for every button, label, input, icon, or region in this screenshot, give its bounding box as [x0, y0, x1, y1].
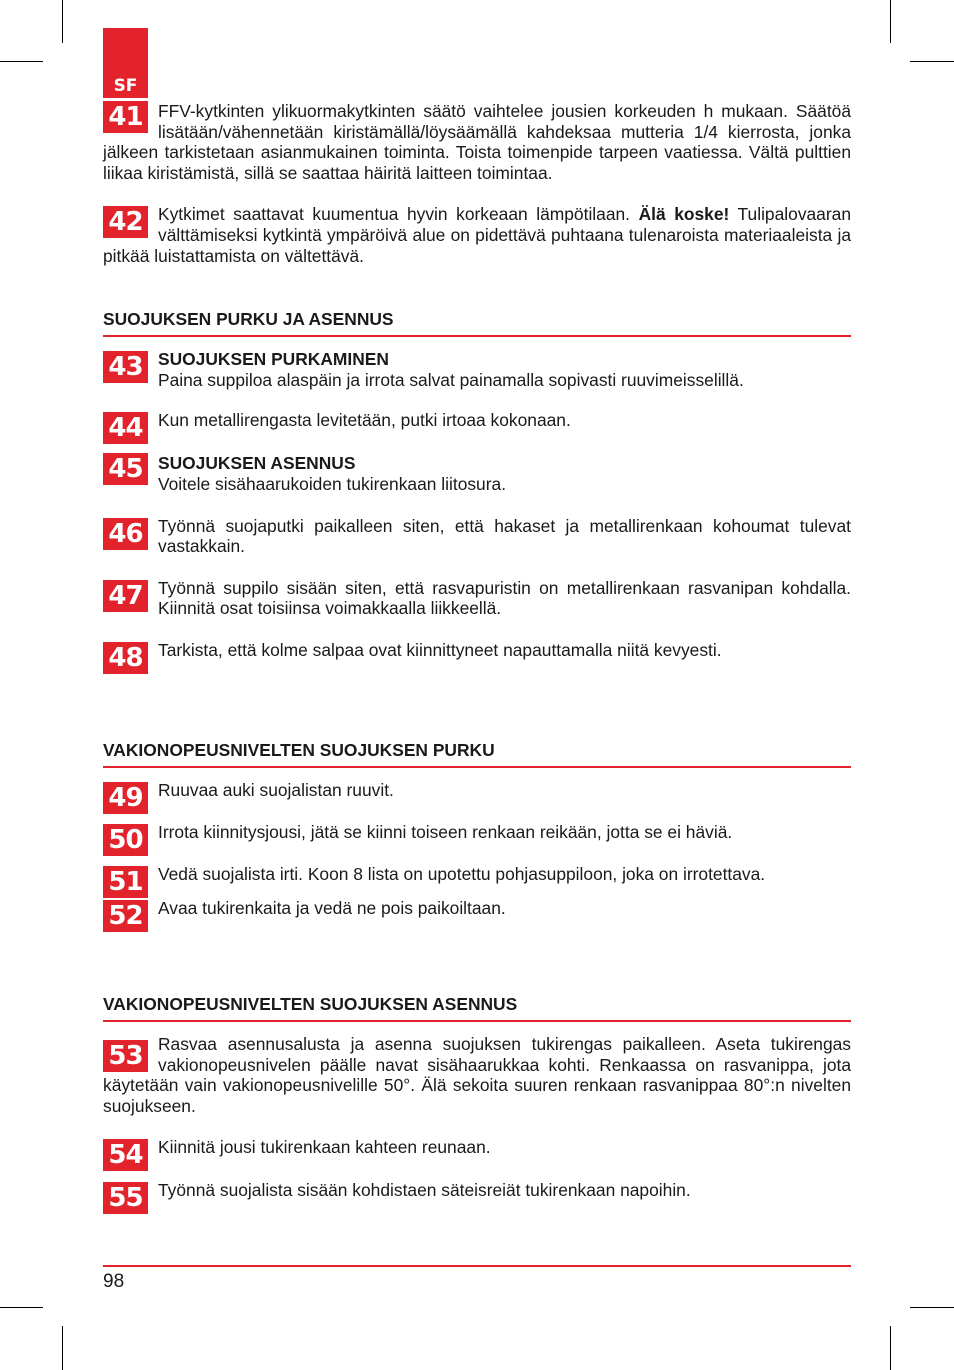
crop-mark [910, 61, 954, 62]
step-52 [103, 898, 851, 932]
step-50 [103, 822, 851, 856]
step-text: Irrota kiinnitysjousi, jätä se kiinni toiseen renkaan reikään, jotta se ei häviä. [158, 821, 733, 842]
crop-mark [910, 1307, 954, 1308]
step-text: Voitele sisähaarukoiden tukirenkaan liitosura. [158, 473, 507, 494]
page-number: 98 [103, 1271, 125, 1292]
step-number: 41 [103, 101, 148, 133]
step-51 [103, 864, 851, 898]
step-text: Avaa tukirenkaita ja vedä ne pois paikoiltaan. [158, 897, 506, 918]
step-number: 42 [103, 206, 148, 238]
step-42 [103, 204, 851, 266]
step-text: Työnnä suojaputki paikalleen siten, että hakaset ja metallirenkaan kohoumat tulevat vastakkain. [158, 515, 851, 557]
crop-mark [0, 1307, 43, 1308]
step-subtitle: SUOJUKSEN ASENNUS [158, 453, 356, 474]
step-41 [103, 101, 851, 183]
step-44 [103, 410, 851, 444]
step-number: 43 [103, 351, 148, 383]
warning-text: Älä koske! [638, 204, 730, 225]
step-text: Rasvaa asennusalusta ja asenna suojuksen tukirengas paikalleen. Aseta tukirengas vakionopeusnivelen päälle navat sisähaarukkaa kohti. Renkaassa on rasvanippa, jota käytetään vain vakionopeusnivelille 50°. Älä sekoita suuren renkaan rasvanippaa 80°:n nivelten suojukseen. [103, 1033, 851, 1116]
step-text: Kun metallirengasta levitetään, putki irtoaa kokonaan. [158, 410, 571, 431]
step-text: Kiinnitä jousi tukirenkaan kahteen reunaan. [158, 1137, 491, 1158]
step-subtitle: SUOJUKSEN PURKAMINEN [158, 349, 389, 370]
language-tab [103, 28, 148, 98]
step-53 [103, 1034, 851, 1116]
crop-mark [890, 1326, 891, 1370]
step-text-cont: Tulipalovaaran välttämiseksi kytkintä ympäröivä alue on pidettävä puhtaana tulenaroista materiaaleista ja pitkää luistattamista on vältettävä. [103, 204, 851, 266]
section-title-guard: SUOJUKSEN PURKU JA ASENNUS [103, 309, 851, 337]
step-48 [103, 640, 851, 674]
step-text: Kytkimet saattavat kuumentua hyvin korkeaan lämpötilaan. [158, 204, 639, 225]
step-number: 53 [103, 1040, 148, 1072]
step-text: Paina suppiloa alaspäin ja irrota salvat painamalla sopivasti ruuvimeisselillä. [158, 369, 744, 390]
step-number: 54 [103, 1139, 148, 1171]
step-text: Tarkista, että kolme salpaa ovat kiinnittyneet napauttamalla niitä kevyesti. [158, 639, 722, 660]
step-number: 47 [103, 580, 148, 612]
section-title-cv-removal: VAKIONOPEUSNIVELTEN SUOJUKSEN PURKU [103, 740, 851, 768]
step-45 [103, 453, 851, 494]
section-title-cv-install: VAKIONOPEUSNIVELTEN SUOJUKSEN ASENNUS [103, 994, 851, 1022]
step-number: 55 [103, 1182, 148, 1214]
step-number: 51 [103, 866, 148, 898]
language-label: SF [113, 76, 138, 96]
crop-mark [62, 0, 63, 43]
step-49 [103, 780, 851, 814]
step-number: 46 [103, 518, 148, 550]
step-number: 50 [103, 824, 148, 856]
step-54 [103, 1137, 851, 1171]
step-number: 48 [103, 642, 148, 674]
footer-rule [103, 1265, 851, 1267]
crop-mark [0, 61, 43, 62]
step-number: 44 [103, 412, 148, 444]
step-text: Vedä suojalista irti. Koon 8 lista on upotettu pohjasuppiloon, joka on irrotettava. [158, 863, 766, 884]
step-number: 49 [103, 782, 148, 814]
step-46 [103, 516, 851, 557]
step-text: Työnnä suppilo sisään siten, että rasvapuristin on metallirenkaan rasvanipan kohdalla. Kiinnitä osat toisiinsa voimakkaalla liikkeellä. [158, 577, 851, 619]
step-43 [103, 349, 851, 390]
step-text: Työnnä suojalista sisään kohdistaen säteisreiät tukirenkaan napoihin. [158, 1180, 691, 1201]
step-text: Ruuvaa auki suojalistan ruuvit. [158, 779, 394, 800]
step-text: FFV-kytkinten ylikuormakytkinten säätö vaihtelee jousien korkeuden h mukaan. Säätöä lisätään/vähennetään kiristämällä/löysäämällä kahdeksaa mutteria 1/4 kierrosta, jonka jälkeen tarkistetaan asianmukainen toiminta. Toista toimenpide tarpeen vaatiessa. Vältä pulttien liikaa kiristämistä, sillä se saattaa häiritä laitteen toimintaa. [103, 101, 851, 183]
crop-mark [62, 1326, 63, 1370]
step-55 [103, 1180, 851, 1214]
crop-mark [890, 0, 891, 43]
page-content [103, 101, 851, 1214]
step-number: 45 [103, 453, 148, 485]
step-number: 52 [103, 900, 148, 932]
step-47 [103, 578, 851, 619]
